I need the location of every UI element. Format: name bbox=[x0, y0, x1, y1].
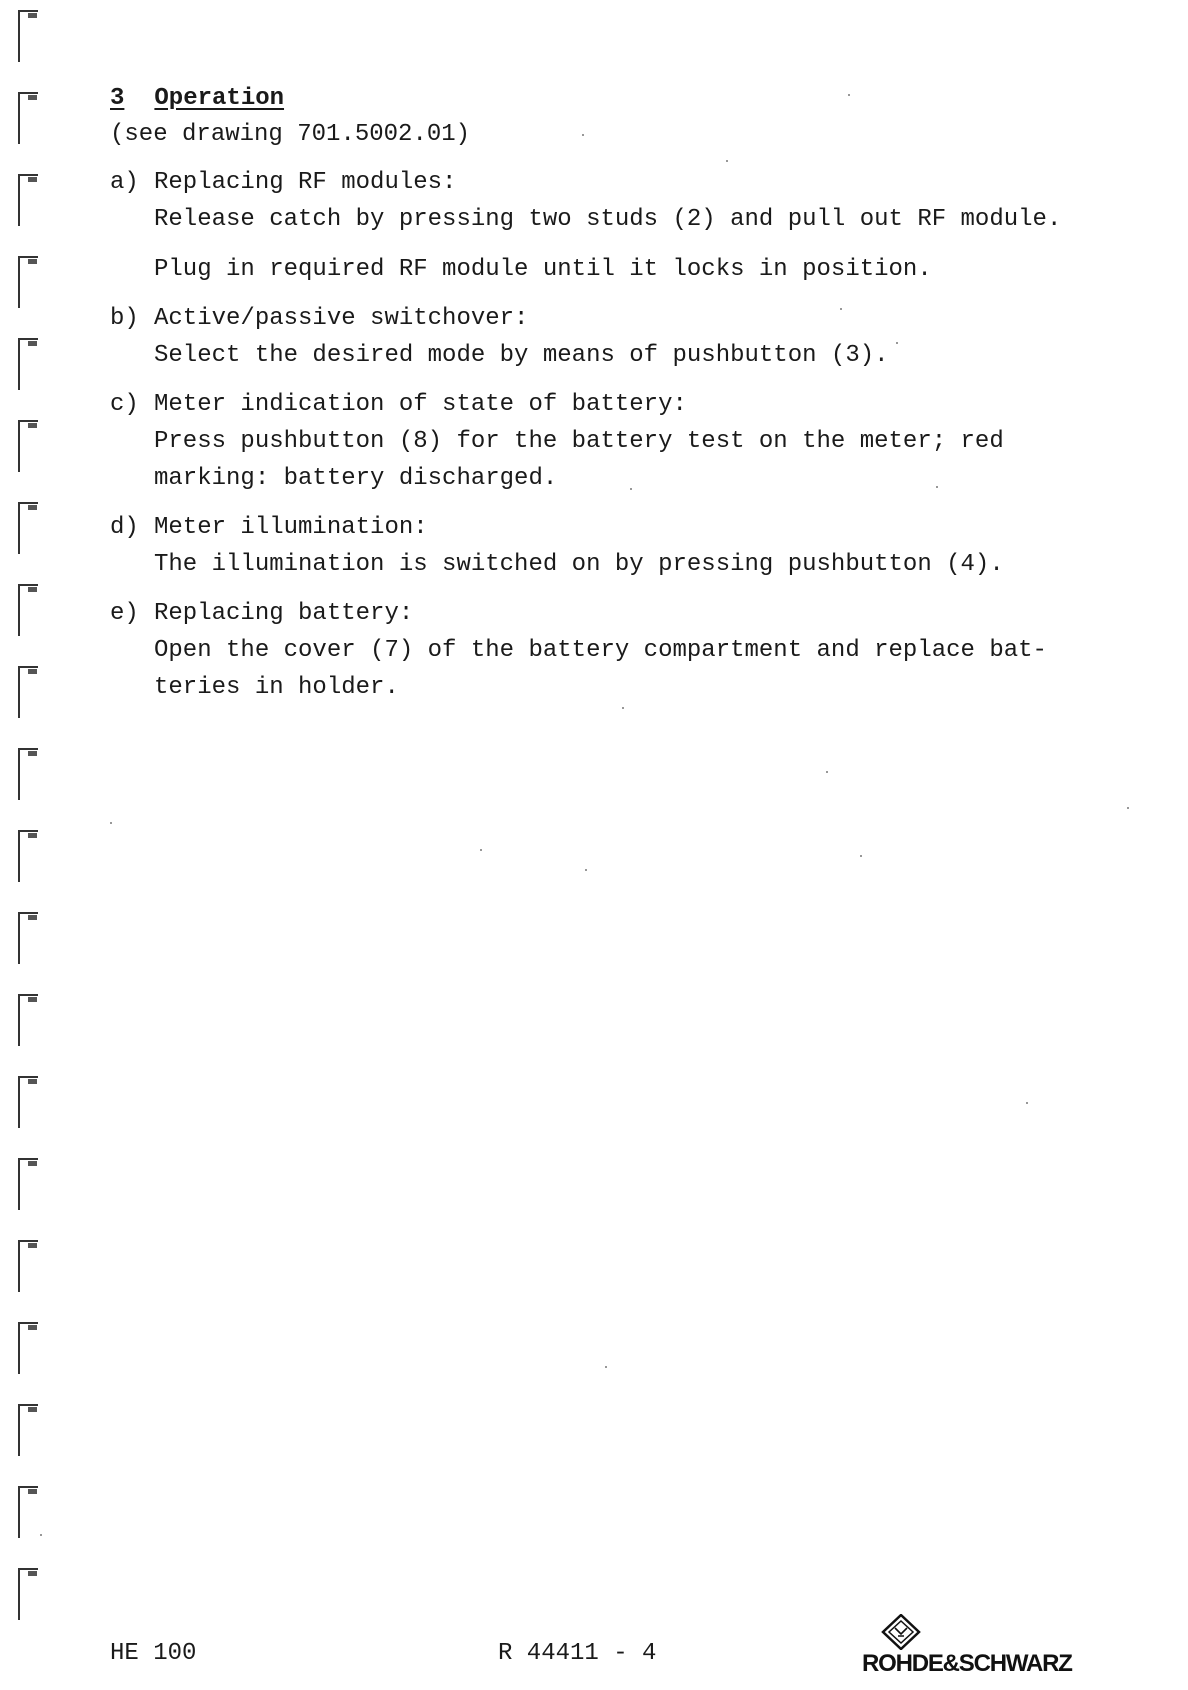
section-heading bbox=[110, 82, 1110, 116]
footer-model: HE 100 bbox=[110, 1640, 197, 1667]
instruction-item bbox=[110, 300, 1110, 374]
document-page bbox=[110, 82, 1110, 706]
instruction-item bbox=[110, 164, 1110, 288]
section-title: Operation bbox=[154, 85, 285, 112]
item-text: The illumination is switched on by pressing pushbutton (4). bbox=[154, 551, 1004, 578]
item-text: Open the cover (7) of the battery compartment and replace bat- teries in holder. bbox=[154, 637, 1047, 701]
page-footer bbox=[110, 1632, 1110, 1680]
item-marker: d) bbox=[110, 514, 139, 541]
item-marker: a) bbox=[110, 169, 139, 196]
logo-wordmark: ROHDE&SCHWARZ bbox=[862, 1650, 1072, 1677]
instruction-item bbox=[110, 509, 1110, 583]
item-marker: b) bbox=[110, 305, 139, 332]
item-heading: Replacing battery: bbox=[154, 600, 414, 627]
section-number: 3 bbox=[110, 85, 125, 112]
footer-document-number: R 44411 - 4 bbox=[498, 1640, 657, 1667]
rohde-schwarz-logo bbox=[862, 1614, 1112, 1680]
item-heading: Meter indication of state of battery: bbox=[154, 391, 687, 418]
item-text: Press pushbutton (8) for the battery test on the meter; red marking: battery discharged. bbox=[154, 428, 1004, 492]
item-label bbox=[110, 300, 1110, 337]
drawing-reference: (see drawing 701.5002.01) bbox=[110, 121, 471, 148]
item-heading: Meter illumination: bbox=[154, 514, 428, 541]
logo-diamond-icon bbox=[880, 1614, 922, 1650]
item-label bbox=[110, 595, 1110, 632]
instruction-item bbox=[110, 595, 1110, 706]
item-label bbox=[110, 386, 1110, 423]
item-label bbox=[110, 164, 1110, 201]
item-label bbox=[110, 509, 1110, 546]
instruction-item bbox=[110, 386, 1110, 497]
item-heading: Active/passive switchover: bbox=[154, 305, 529, 332]
item-marker: c) bbox=[110, 391, 139, 418]
item-text: Plug in required RF module until it locks in position. bbox=[154, 256, 932, 283]
item-text: Select the desired mode by means of pushbutton (3). bbox=[154, 342, 889, 369]
binder-rings bbox=[14, 0, 54, 1690]
item-text: Release catch by pressing two studs (2) and pull out RF module. bbox=[154, 206, 1062, 233]
item-marker: e) bbox=[110, 600, 139, 627]
item-heading: Replacing RF modules: bbox=[154, 169, 457, 196]
